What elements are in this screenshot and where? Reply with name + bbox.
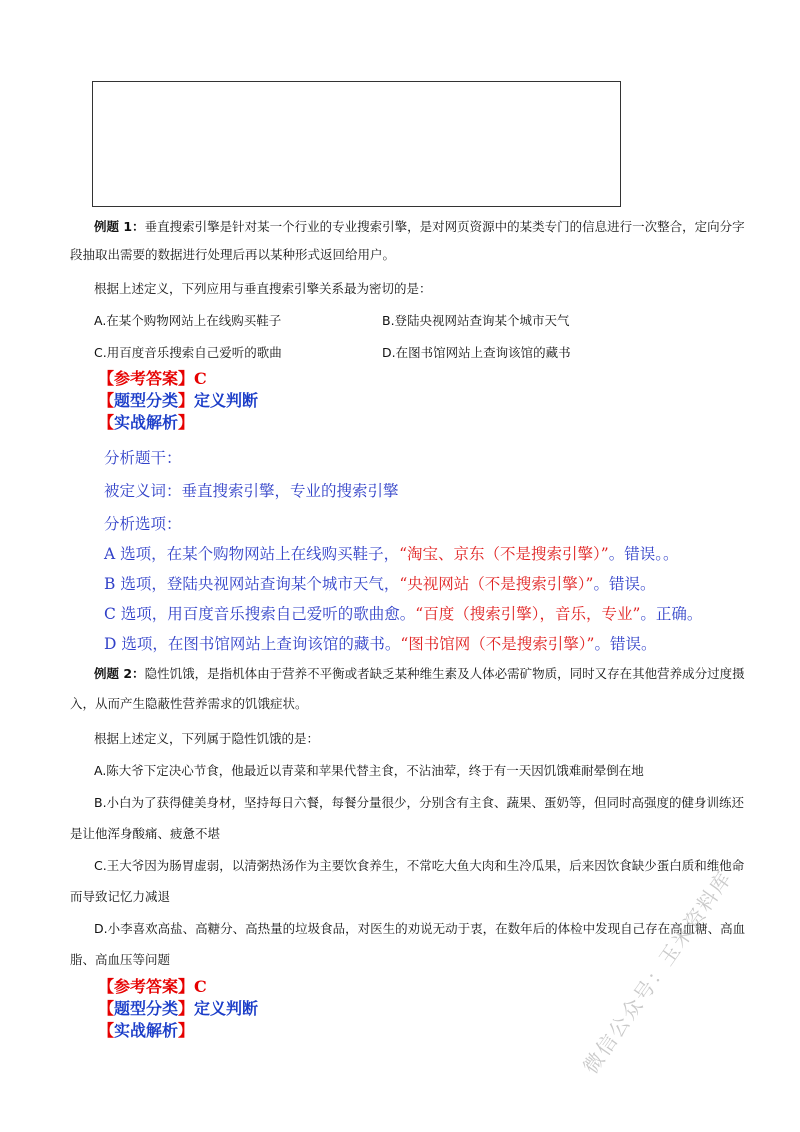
- ex2-type: 【题型分类】定义判断: [98, 999, 259, 1018]
- ex2-option-c-line2: 而导致记忆力减退: [70, 889, 171, 904]
- ex1-label: 例题 1：: [94, 219, 145, 234]
- ex2-option-d-line1: D.小李喜欢高盐、高糖分、高热量的垃圾食品，对医生的劝说无动于衷，在数年后的体检中发现自己存在高血糖、高血: [94, 921, 746, 936]
- ex1-analysis-option-c: C 选项，用百度音乐搜索自己爱听的歌曲愈。“百度（搜索引擎），音乐，专业”。正确。: [104, 605, 703, 623]
- ex1-question: 根据上述定义，下列应用与垂直搜索引擎关系最为密切的是：: [94, 281, 432, 296]
- ex1-option-b: B.登陆央视网站查询某个城市天气: [382, 313, 570, 328]
- ex1-analysis-heading: 【实战解析】: [98, 413, 195, 432]
- ex2-answer: 【参考答案】C: [98, 977, 207, 996]
- ex2-option-b-line1: B.小白为了获得健美身材，坚持每日六餐，每餐分量很少，分别含有主食、蔬果、蛋奶等，但同时高强度的健身训练还: [94, 795, 745, 810]
- ex2-option-b-line2: 是让他浑身酸痛、疲惫不堪: [70, 826, 221, 841]
- ex2-label: 例题 2：: [94, 666, 145, 681]
- watermark: 微信公众号：玉米资料库: [578, 866, 737, 1079]
- ex1-analysis-line2: 被定义词：垂直搜索引擎，专业的搜索引擎: [104, 482, 399, 500]
- ex2-stem-line1: 例题 2：隐性饥饿，是指机体由于营养不平衡或者缺乏某种维生素及人体必需矿物质，同时又存在其他营养成分过度摄: [94, 666, 745, 681]
- ex1-stem-line2: 段抽取出需要的数据进行处理后再以某种形式返回给用户。: [70, 247, 396, 262]
- ex2-option-a: A.陈大爷下定决心节食，他最近以青菜和苹果代替主食，不沾油荤，终于有一天因饥饿难耐晕倒在地: [94, 763, 644, 778]
- ex2-option-c-line1: C.王大爷因为肠胃虚弱，以清粥热汤作为主要饮食养生，不常吃大鱼大肉和生冷瓜果，后来因饮食缺少蛋白质和维他命: [94, 858, 745, 873]
- ex1-analysis-option-a: A 选项，在某个购物网站上在线购买鞋子，“淘宝、京东（不是搜索引擎）”。错误。。: [104, 545, 679, 563]
- ex1-option-a: A.在某个购物网站上在线购买鞋子: [94, 313, 282, 328]
- empty-frame: [92, 81, 621, 207]
- ex1-type: 【题型分类】定义判断: [98, 391, 259, 410]
- ex1-analysis-option-b: B 选项，登陆央视网站查询某个城市天气，“央视网站（不是搜索引擎）”。错误。: [104, 575, 656, 593]
- ex1-option-d: D.在图书馆网站上查询该馆的藏书: [382, 345, 571, 360]
- ex2-stem-line2: 入，从而产生隐蔽性营养需求的饥饿症状。: [70, 696, 308, 711]
- ex1-analysis-option-d: D 选项，在图书馆网站上查询该馆的藏书。“图书馆网（不是搜索引擎）”。错误。: [104, 635, 657, 653]
- ex2-analysis-heading: 【实战解析】: [98, 1021, 195, 1040]
- ex1-analysis-line3: 分析选项：: [104, 515, 182, 533]
- ex2-question: 根据上述定义，下列属于隐性饥饿的是：: [94, 731, 320, 746]
- ex1-stem-line1: 例题 1：垂直搜索引擎是针对某一个行业的专业搜索引擎，是对网页资源中的某类专门的信息进行一次整合，定向分字: [94, 219, 745, 234]
- ex1-answer: 【参考答案】C: [98, 369, 207, 388]
- ex1-option-c: C.用百度音乐搜索自己爱听的歌曲: [94, 345, 282, 360]
- ex2-option-d-line2: 脂、高血压等问题: [70, 952, 171, 967]
- ex1-analysis-line1: 分析题干：: [104, 449, 182, 467]
